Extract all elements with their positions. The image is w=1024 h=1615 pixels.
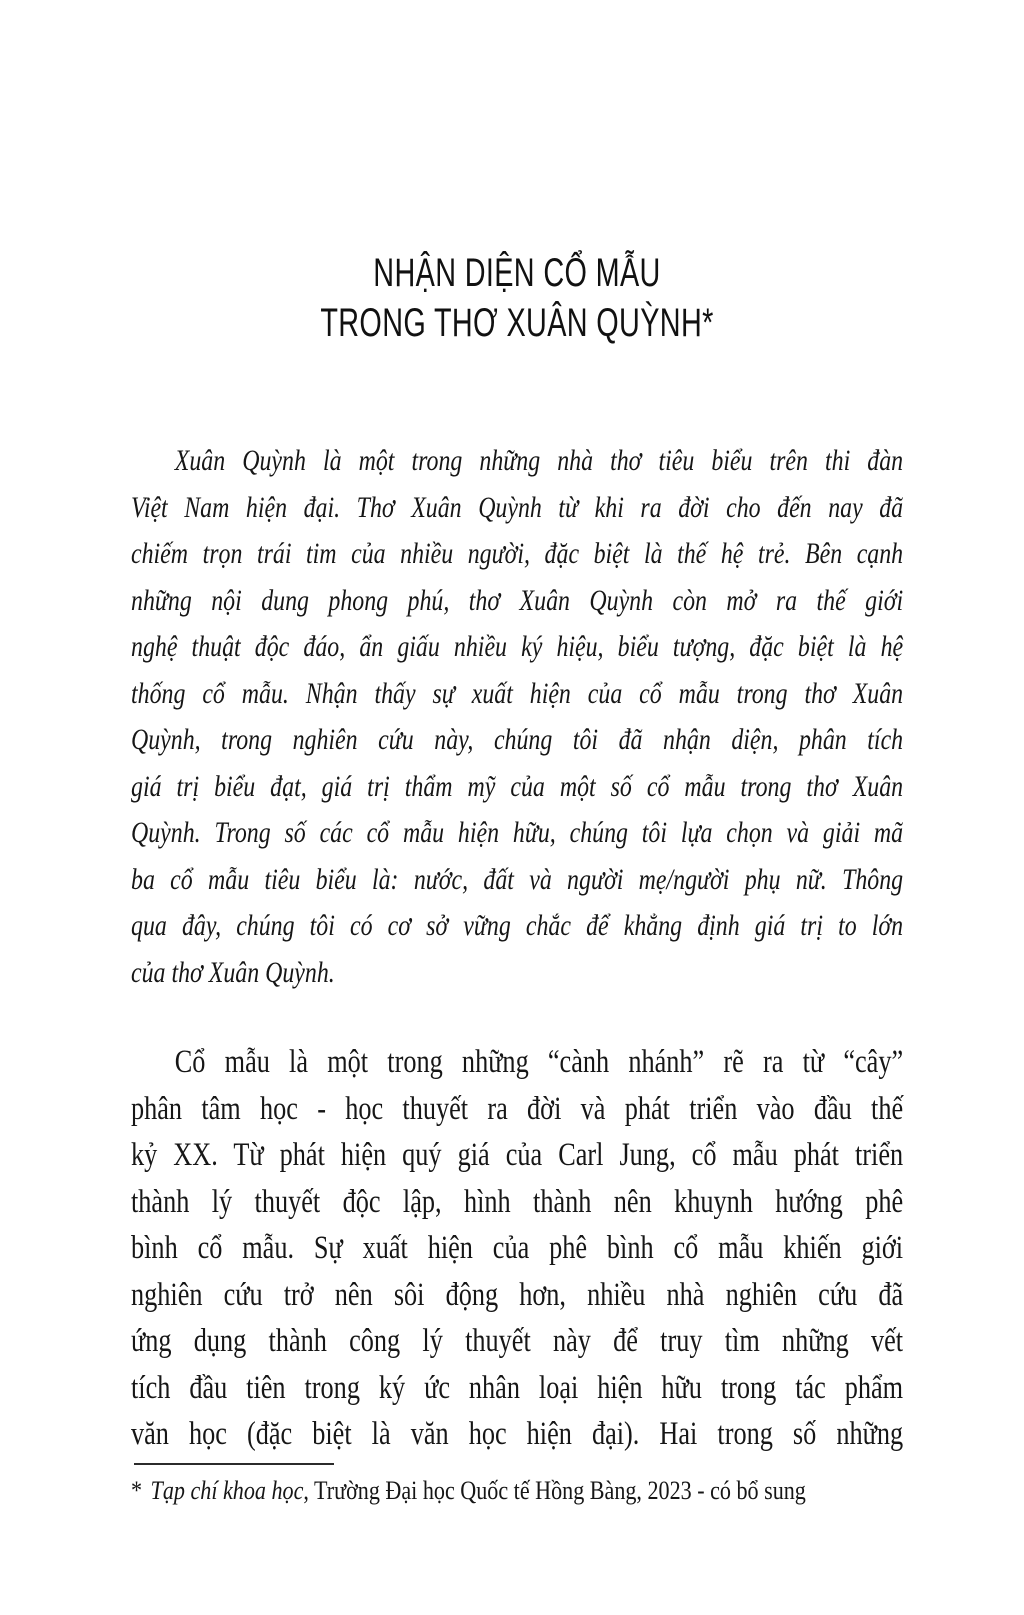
abstract-line: những nội dung phong phú, thơ Xuân Quỳnh còn mở ra thế giới: [131, 583, 904, 617]
body-line: bình cổ mẫu. Sự xuất hiện của phê bình cổ mẫu khiến giới: [131, 1230, 904, 1266]
abstract-line: nghệ thuật độc đáo, ẩn giấu nhiều ký hiệu, biểu tượng, đặc biệt là hệ: [131, 630, 904, 663]
title-line-2: TRONG THƠ XUÂN QUỲNH*: [320, 301, 714, 345]
body-line: văn học (đặc biệt là văn học hiện đại). Hai trong số những: [131, 1416, 904, 1452]
abstract-line: của thơ Xuân Quỳnh.: [131, 955, 335, 989]
text-column: [131, 0, 903, 1508]
abstract-line: Việt Nam hiện đại. Thơ Xuân Quỳnh từ khi ra đời cho đến nay đã: [131, 490, 904, 524]
body-paragraph: [131, 1039, 903, 1458]
footnote-journal-title: Tạp chí khoa học: [150, 1475, 304, 1505]
abstract-line: chiếm trọn trái tim của nhiều người, đặc biệt là thế hệ trẻ. Bên cạnh: [131, 537, 904, 570]
abstract-paragraph: [131, 438, 903, 996]
abstract-line: thống cổ mẫu. Nhận thấy sự xuất hiện của cổ mẫu trong thơ Xuân: [131, 676, 904, 710]
abstract-line: Quỳnh. Trong số các cổ mẫu hiện hữu, chúng tôi lựa chọn và giải mã: [131, 816, 904, 849]
abstract-line: qua đây, chúng tôi có cơ sở vững chắc để khẳng định giá trị to lớn: [131, 909, 904, 942]
body-line: tích đầu tiên trong ký ức nhân loại hiện hữu trong tác phẩm: [131, 1369, 904, 1406]
abstract-line: ba cổ mẫu tiêu biểu là: nước, đất và người mẹ/người phụ nữ. Thông: [131, 862, 904, 896]
footnote-marker: *: [131, 1475, 143, 1505]
article-title: [131, 248, 903, 348]
footnote-text: , Trường Đại học Quốc tế Hồng Bàng, 2023 - có bổ sung: [303, 1475, 806, 1505]
title-line-1: NHẬN DIỆN CỔ MẪU: [373, 251, 661, 295]
body-line: Cổ mẫu là một trong những “cành nhánh” rẽ ra từ “cây”: [174, 1044, 904, 1080]
abstract-line: Quỳnh, trong nghiên cứu này, chúng tôi đã nhận diện, phân tích: [131, 723, 904, 756]
footnote: [131, 1474, 903, 1508]
body-line: phân tâm học - học thuyết ra đời và phát triển vào đầu thế: [131, 1090, 904, 1127]
footnote-divider: [134, 1463, 334, 1465]
body-line: nghiên cứu trở nên sôi động hơn, nhiều nhà nghiên cứu đã: [131, 1276, 904, 1313]
abstract-line: Xuân Quỳnh là một trong những nhà thơ tiêu biểu trên thi đàn: [174, 444, 904, 477]
abstract-line: giá trị biểu đạt, giá trị thẩm mỹ của một số cổ mẫu trong thơ Xuân: [131, 769, 904, 803]
body-line: thành lý thuyết độc lập, hình thành nên khuynh hướng phê: [131, 1183, 904, 1220]
body-line: kỷ XX. Từ phát hiện quý giá của Carl Jung, cổ mẫu phát triển: [131, 1137, 904, 1173]
body-line: ứng dụng thành công lý thuyết này để truy tìm những vết: [131, 1323, 904, 1359]
